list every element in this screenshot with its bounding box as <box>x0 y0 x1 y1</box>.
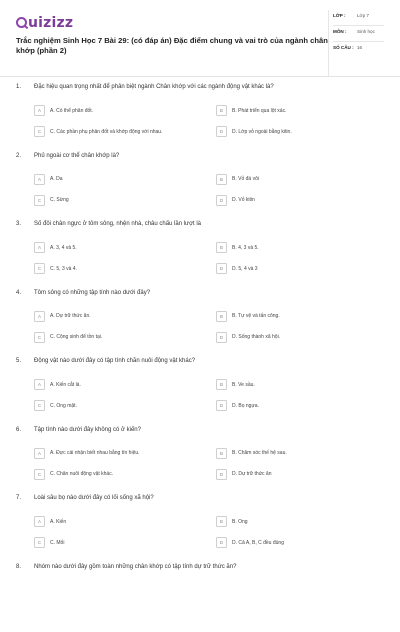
answer-options <box>16 167 384 213</box>
answer-options <box>16 304 384 350</box>
option-letter-box: D <box>216 126 227 137</box>
option-text: B. 4, 3 và 5. <box>232 245 259 251</box>
worksheet-meta <box>328 10 384 76</box>
question-line <box>16 427 384 441</box>
answer-option-d[interactable] <box>216 536 284 549</box>
quizizz-logo <box>16 15 73 31</box>
option-text: B. Ong <box>232 519 248 525</box>
option-text: C. 5, 3 và 4. <box>50 266 77 272</box>
option-letter-box: D <box>216 332 227 343</box>
question-line <box>16 495 384 509</box>
quizizz-q-icon <box>16 17 27 28</box>
question-text: Phủ ngoài cơ thể chân khớp là? <box>34 153 384 159</box>
question-text: Tôm sông có những tập tính nào dưới đây? <box>34 290 384 296</box>
question-number: 4. <box>16 290 34 296</box>
answer-option-d[interactable] <box>216 399 259 412</box>
option-text: D. 5, 4 và 3 <box>232 266 258 272</box>
option-text: D. Bọ ngựa. <box>232 403 259 409</box>
meta-label: MÔN : <box>333 29 357 34</box>
option-text: C. Các phần phụ phân đốt và khớp động với nhau. <box>50 129 162 135</box>
answer-option-a[interactable] <box>34 104 93 117</box>
option-text: D. Cả A, B, C đều đúng <box>232 540 284 546</box>
option-letter-box: B <box>216 516 227 527</box>
option-text: A. Đực cái nhận biết nhau bằng tín hiệu. <box>50 450 140 456</box>
option-letter-box: D <box>216 537 227 548</box>
question-number: 6. <box>16 427 34 433</box>
option-text: A. 3, 4 và 5. <box>50 245 77 251</box>
question-number: 8. <box>16 564 34 570</box>
question-line <box>16 153 384 167</box>
option-text: C. Chăn nuôi động vật khác. <box>50 471 113 477</box>
header-divider <box>0 76 400 77</box>
answer-options <box>16 372 384 418</box>
question-text: Tập tính nào dưới đây không có ở kiến? <box>34 427 384 433</box>
question-text: Nhóm nào dưới đây gồm toàn những chân khớp có tập tính dự trữ thức ăn? <box>34 564 384 570</box>
option-text: D. Lớp vỏ ngoài bằng kitin. <box>232 129 292 135</box>
answer-option-c[interactable] <box>34 468 113 481</box>
question-item <box>16 564 384 632</box>
option-text: B. Chăm sóc thế hệ sau. <box>232 450 287 456</box>
meta-row-count <box>333 42 384 58</box>
answer-options <box>16 98 384 144</box>
option-letter-box: A <box>34 379 45 390</box>
question-item <box>16 358 384 427</box>
answer-option-b[interactable] <box>216 447 287 460</box>
option-text: B. Vỏ đá vôi <box>232 176 259 182</box>
answer-option-b[interactable] <box>216 241 259 254</box>
option-text: A. Kiến <box>50 519 66 525</box>
answer-option-c[interactable] <box>34 262 77 275</box>
option-text: B. Ve sầu. <box>232 382 255 388</box>
option-text: B. Tự vệ và tấn công. <box>232 313 280 319</box>
meta-value: Sinh học <box>357 29 384 35</box>
answer-option-a[interactable] <box>34 447 140 460</box>
option-letter-box: A <box>34 311 45 322</box>
option-letter-box: A <box>34 516 45 527</box>
question-number: 3. <box>16 221 34 227</box>
option-text: D. Sống thành xã hội. <box>232 334 280 340</box>
option-letter-box: C <box>34 537 45 548</box>
option-letter-box: A <box>34 105 45 116</box>
option-letter-box: D <box>216 400 227 411</box>
meta-value: Lớp 7 <box>357 13 384 19</box>
answer-option-d[interactable] <box>216 125 292 138</box>
option-letter-box: A <box>34 174 45 185</box>
option-letter-box: C <box>34 263 45 274</box>
answer-option-c[interactable] <box>34 536 64 549</box>
answer-option-b[interactable] <box>216 310 280 323</box>
answer-option-b[interactable] <box>216 104 286 117</box>
question-item <box>16 427 384 496</box>
option-text: C. Ong mật. <box>50 403 77 409</box>
answer-option-d[interactable] <box>216 468 272 481</box>
question-number: 7. <box>16 495 34 501</box>
option-letter-box: C <box>34 332 45 343</box>
meta-row-subject <box>333 26 384 42</box>
answer-option-c[interactable] <box>34 125 162 138</box>
meta-label: SỐ CÂU : <box>333 45 357 50</box>
option-text: B. Phát triển qua lột xác. <box>232 108 286 114</box>
option-letter-box: B <box>216 105 227 116</box>
question-text: Loài sâu bọ nào dưới đây có lối sống xã hội? <box>34 495 384 501</box>
option-letter-box: C <box>34 469 45 480</box>
answer-option-c[interactable] <box>34 331 102 344</box>
option-letter-box: D <box>216 195 227 206</box>
option-text: C. Sừng <box>50 197 69 203</box>
answer-options <box>16 509 384 555</box>
answer-option-b[interactable] <box>216 173 259 186</box>
worksheet-header <box>16 10 384 72</box>
answer-option-a[interactable] <box>34 173 63 186</box>
option-text: D. Vỏ kitin <box>232 197 255 203</box>
question-item <box>16 290 384 359</box>
meta-label: LỚP : <box>333 13 357 18</box>
question-line <box>16 221 384 235</box>
question-number: 5. <box>16 358 34 364</box>
question-list <box>16 84 384 632</box>
answer-option-c[interactable] <box>34 194 69 207</box>
option-letter-box: C <box>34 195 45 206</box>
logo-text: uizizz <box>16 15 73 31</box>
question-number: 2. <box>16 153 34 159</box>
meta-value: 16 <box>357 45 384 51</box>
question-line <box>16 84 384 98</box>
answer-option-b[interactable] <box>216 515 248 528</box>
option-text: A. Có thể phân đốt. <box>50 108 93 114</box>
worksheet-title: Trắc nghiệm Sinh Học 7 Bài 29: (có đáp án) Đặc điểm chung và vai trò của ngành chân khớp (phần 2) <box>16 36 334 56</box>
option-text: A. Dự trữ thức ăn. <box>50 313 91 319</box>
answer-options <box>16 441 384 487</box>
question-text: Đặc hiệu quan trọng nhất để phân biệt ngành Chân khớp với các ngành động vật khác là? <box>34 84 384 90</box>
question-text: Động vật nào dưới đây có tập tính chăn nuôi động vật khác? <box>34 358 384 364</box>
answer-option-d[interactable] <box>216 262 258 275</box>
answer-options <box>16 578 384 624</box>
option-letter-box: D <box>216 469 227 480</box>
question-line <box>16 290 384 304</box>
option-letter-box: B <box>216 174 227 185</box>
option-text: D. Dự trữ thức ăn <box>232 471 272 477</box>
option-text: C. Cộng sinh để tồn tại. <box>50 334 102 340</box>
answer-option-c[interactable] <box>34 399 77 412</box>
question-item <box>16 84 384 153</box>
answer-option-a[interactable] <box>34 310 91 323</box>
answer-option-d[interactable] <box>216 331 280 344</box>
option-letter-box: B <box>216 379 227 390</box>
option-letter-box: A <box>34 448 45 459</box>
option-text: A. Da <box>50 176 63 182</box>
answer-option-b[interactable] <box>216 378 255 391</box>
question-line <box>16 564 384 578</box>
option-letter-box: C <box>34 126 45 137</box>
option-letter-box: B <box>216 311 227 322</box>
meta-row-grade <box>333 10 384 26</box>
answer-options <box>16 235 384 281</box>
question-item <box>16 153 384 222</box>
question-item <box>16 221 384 290</box>
option-letter-box: D <box>216 263 227 274</box>
option-text: C. Mối <box>50 540 64 546</box>
answer-option-d[interactable] <box>216 194 255 207</box>
question-number: 1. <box>16 84 34 90</box>
answer-option-a[interactable] <box>34 241 77 254</box>
option-text: A. Kiến cắt lá. <box>50 382 81 388</box>
option-letter-box: A <box>34 242 45 253</box>
answer-option-a[interactable] <box>34 515 66 528</box>
option-letter-box: B <box>216 242 227 253</box>
question-line <box>16 358 384 372</box>
answer-option-a[interactable] <box>34 378 81 391</box>
option-letter-box: B <box>216 448 227 459</box>
question-text: Số đôi chân ngực ở tôm sông, nhện nhà, châu chấu lần lượt là <box>34 221 384 227</box>
question-item <box>16 495 384 564</box>
option-letter-box: C <box>34 400 45 411</box>
